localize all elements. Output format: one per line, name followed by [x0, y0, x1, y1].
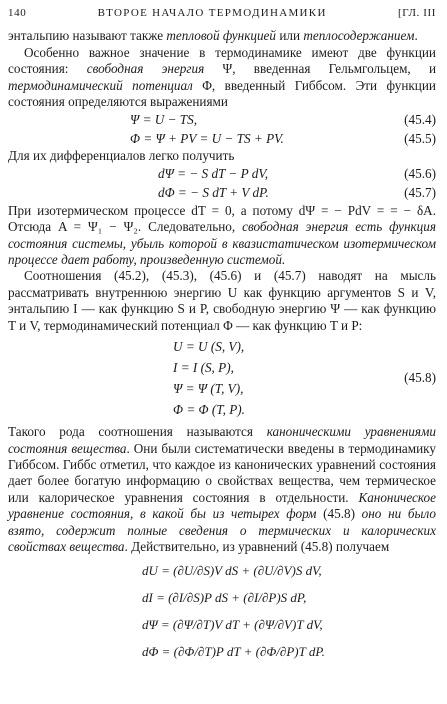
equation-45-6 — [8, 165, 436, 184]
paragraph-relations: Соотношения (45.2), (45.3), (45.6) и (45.7) наводят на мысль рассматривать внутреннюю энергию U как функцию аргументов S и V, энтальпию I — как функцию S и P, свободную энергию Ψ — как функцию T и V, термодинамический потенциал Φ — как функцию T и P: — [8, 268, 436, 333]
running-title: ВТОРОЕ НАЧАЛО ТЕРМОДИНАМИКИ — [97, 7, 327, 19]
equation-line: U = U (S, V), — [173, 339, 245, 355]
differential-dU: dU = (∂U/∂S)V dS + (∂U/∂V)S dV, — [142, 563, 322, 579]
paragraph-differentials: Для их дифференциалов легко получить — [8, 148, 235, 164]
equation-45-4 — [8, 110, 436, 129]
equation-line: Ψ = Ψ (T, V), — [173, 381, 244, 397]
differential-dI: dI = (∂I/∂S)P dS + (∂I/∂P)S dP, — [142, 590, 307, 606]
equation-number: (45.5) — [404, 130, 436, 146]
equation-line: Φ = Φ (T, P). — [173, 402, 245, 418]
paragraph-enthalpy: энтальпию называют также тепловой функцией или теплосодержанием. — [8, 28, 418, 44]
paragraph-isothermal: При изотермическом процессе dT = 0, а потому dΨ = − PdV = = − δA. Отсюда A = Ψ₁ − Ψ₂. Следовательно, свободная энергия есть функция состояния системы, убыль которой в квазистатическом изотермическом процессе дает работу, произведенную системой. — [8, 202, 436, 268]
equation-number: (45.7) — [404, 185, 436, 201]
running-header — [8, 5, 436, 21]
differential-dPsi: dΨ = (∂Ψ/∂T)V dT + (∂Ψ/∂V)T dV, — [142, 617, 323, 633]
equation-45-5 — [8, 129, 436, 148]
equation-formula: dΦ = − S dT + V dP. — [158, 185, 269, 201]
equation-formula: Φ = Ψ + PV = U − TS + PV. — [130, 130, 284, 146]
equation-formula: Ψ = U − TS, — [130, 111, 198, 127]
equation-45-7 — [8, 184, 436, 203]
equation-number: (45.8) — [404, 369, 436, 385]
paragraph-canonical: Такого рода соотношения называются каноническими уравнениями состояния вещества. Они были систематически введены в термодинамику Гиббсом. Гиббс отметил, что каждое из канонических уравнений состояния дает более богатую информацию о свойствах вещества, чем термическое или калорическое уравнения состояния в отдельности. Каноническое уравнение состояния, в какой бы из четырех форм (45.8) оно ни было взято, содержит полные сведения о термических и калорических свойствах вещества. Действительно, из уравнений (45.8) получаем — [8, 424, 436, 554]
equation-system — [8, 336, 245, 420]
equation-formula: dΨ = − S dT − P dV, — [158, 166, 268, 182]
differential-equations — [8, 557, 436, 665]
equation-line: I = I (S, P), — [173, 360, 234, 376]
chapter-label: [ГЛ. III — [398, 7, 436, 19]
differential-dPhi: dΦ = (∂Φ/∂T)P dT + (∂Φ/∂P)T dP. — [142, 644, 325, 660]
equation-45-8 — [8, 336, 436, 420]
paragraph-state-functions: Особенно важное значение в термодинамике имеют две функции состояния: свободная энергия Ψ, введенная Гельмгольцем, и термодинамический потенциал Φ, введенный Гиббсом. Эти функции состояния определяются выражениями — [8, 44, 436, 110]
equation-number: (45.4) — [404, 111, 436, 127]
page-number: 140 — [8, 7, 27, 19]
equation-number: (45.6) — [404, 166, 436, 182]
